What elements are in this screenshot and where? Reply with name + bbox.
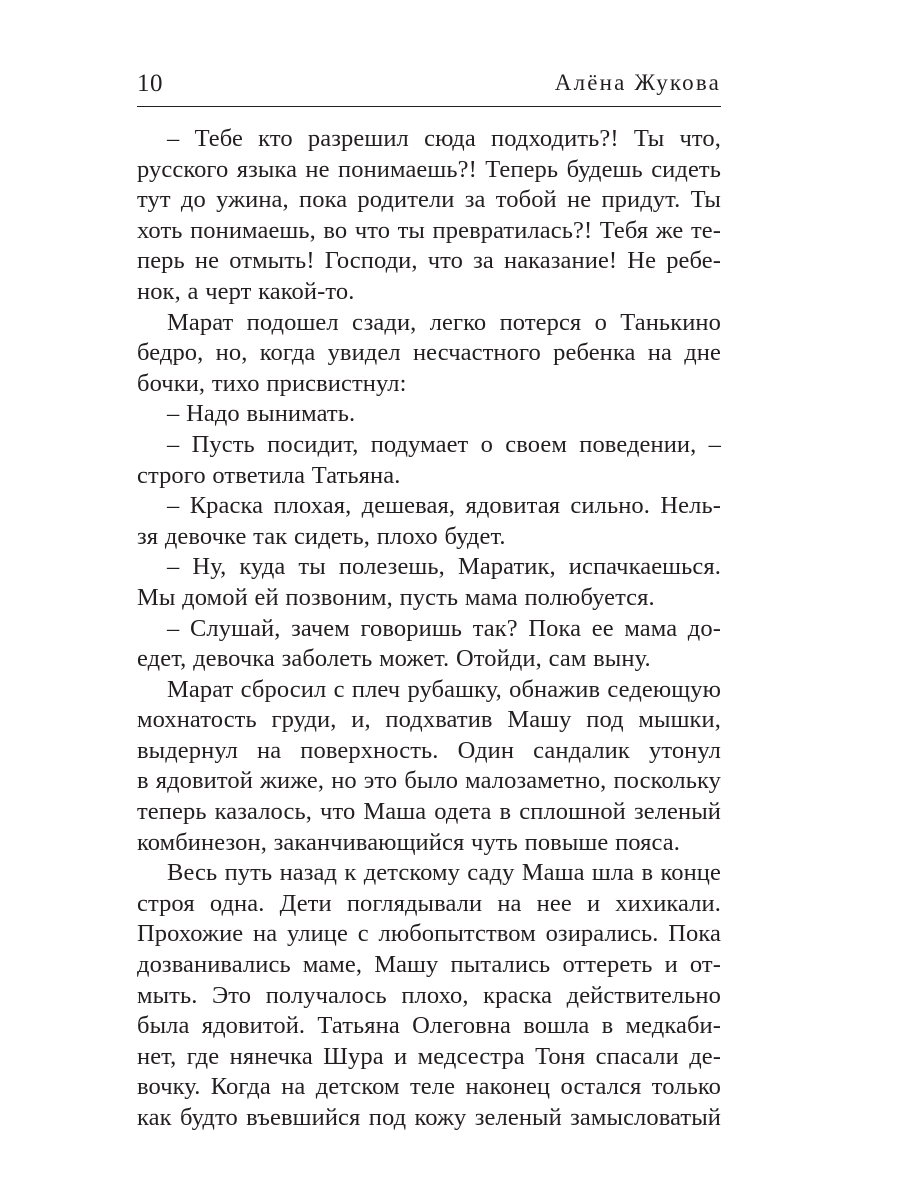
paragraph	[137, 430, 721, 491]
text-line: Прохожие на улице с любопытством озирались. Пока	[137, 920, 721, 948]
book-author: Алёна Жукова	[554, 70, 721, 95]
text-line: теперь казалось, что Маша одета в сплошной зеленый	[137, 798, 721, 826]
text-line: – Слушай, зачем говоришь так? Пока ее мама до-	[167, 614, 721, 642]
text-line: мыть. Это получалось плохо, краска действительно	[137, 981, 721, 1009]
text-line: в ядовитой жиже, но это было малозаметно, поскольку	[137, 767, 721, 795]
paragraph	[137, 552, 721, 613]
text-line: – Надо вынимать.	[167, 400, 356, 428]
text-line: как будто въевшийся под кожу зеленый замысловатый	[137, 1104, 721, 1131]
text-line: русского языка не понимаешь?! Теперь будешь сидеть	[137, 155, 721, 183]
text-line: Весь путь назад к детскому саду Маша шла в конце	[167, 859, 721, 887]
running-head	[137, 66, 721, 107]
text-line: зя девочке так сидеть, плохо будет.	[137, 522, 506, 550]
text-line: тут до ужина, пока родители за тобой не придут. Ты	[137, 186, 721, 214]
body-text	[137, 124, 721, 1134]
text-line: комбинезон, заканчивающийся чуть повыше пояса.	[137, 828, 681, 856]
paragraph	[137, 675, 721, 859]
paragraph	[137, 614, 721, 675]
text-line: дозванивались маме, Машу пытались оттереть и от-	[137, 951, 721, 979]
paragraph	[137, 491, 721, 552]
text-line: нок, а черт какой-то.	[137, 277, 355, 305]
text-line: строго ответила Татьяна.	[137, 461, 401, 489]
text-line: бедро, но, когда увидел несчастного ребенка на дне	[137, 339, 721, 367]
text-line: нет, где нянечка Шура и медсестра Тоня спасали де-	[137, 1042, 721, 1070]
text-line: хоть понимаешь, во что ты превратилась?! Тебя же те-	[137, 216, 721, 244]
page-number: 10	[137, 70, 163, 97]
text-line: Мы домой ей позвоним, пусть мама полюбуется.	[137, 583, 655, 611]
text-line: бочки, тихо присвистнул:	[137, 369, 407, 397]
text-line: перь не отмыть! Господи, что за наказание! Не ребе-	[137, 247, 721, 275]
text-line: едет, девочка заболеть может. Отойди, сам выну.	[137, 645, 651, 673]
text-line: была ядовитой. Татьяна Олеговна вошла в медкаби-	[137, 1012, 721, 1040]
paragraph	[137, 308, 721, 400]
paragraph	[137, 399, 721, 430]
text-line: вочку. Когда на детском теле наконец остался только	[137, 1073, 721, 1101]
text-line: Марат подошел сзади, легко потерся о Танькино	[167, 308, 721, 336]
paragraph	[137, 858, 721, 1133]
text-line: – Ну, куда ты полезешь, Маратик, испачкаешься.	[167, 553, 721, 581]
text-line: – Тебе кто разрешил сюда подходить?! Ты что,	[167, 125, 721, 152]
text-line: – Краска плохая, дешевая, ядовитая сильно. Нель-	[167, 492, 721, 520]
paragraph	[137, 124, 721, 308]
text-line: – Пусть посидит, подумает о своем поведении, –	[167, 430, 721, 458]
text-line: мохнатость груди, и, подхватив Машу под мышки,	[137, 706, 721, 734]
text-line: выдернул на поверхность. Один сандалик утонул	[137, 736, 721, 764]
text-line: Марат сбросил с плеч рубашку, обнажив седеющую	[167, 675, 721, 703]
text-line: строя одна. Дети поглядывали на нее и хихикали.	[137, 889, 721, 917]
